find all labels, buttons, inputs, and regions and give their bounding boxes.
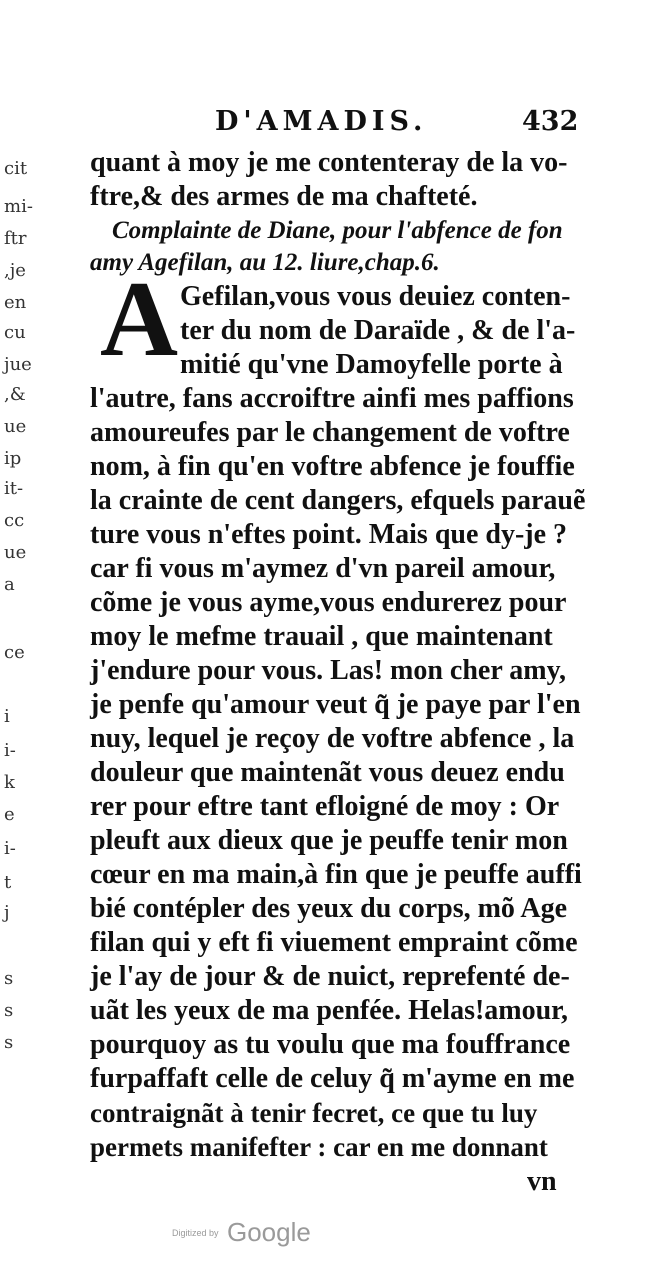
text-line: l'autre, fans accroiftre ainfi mes paffions (90, 383, 574, 414)
margin-fragment: it- (4, 478, 24, 499)
text-line: permets manifefter : car en me donnant (90, 1132, 548, 1162)
margin-fragment: cu (4, 322, 26, 343)
text-line: nuy, lequel je reçoy de voftre abfence , la (90, 723, 575, 754)
margin-fragment: jue (4, 354, 32, 375)
margin-fragment: cit (4, 158, 28, 179)
text-line: pourquoy as tu voulu que ma fouffrance (90, 1029, 571, 1060)
text-line: je l'ay de jour & de nuict, reprefenté de- (90, 961, 570, 992)
text-line: la crainte de cent dangers, efquels parauẽ (90, 485, 586, 516)
margin-fragment: s (4, 968, 14, 989)
text-line: ter du nom de Daraïde , & de l'a- (180, 315, 576, 346)
margin-fragment: t (4, 872, 12, 893)
margin-fragment: i- (4, 838, 16, 859)
drop-cap: A (100, 260, 178, 379)
margin-fragment: cc (4, 510, 25, 531)
text-line: cõme je vous ayme,vous endurerez pour (90, 587, 567, 618)
text-line: uãt les yeux de ma penfée. Helas!amour, (90, 995, 569, 1026)
text-line: mitié qu'vne Damoyfelle porte à (180, 349, 563, 380)
text-line: contraignãt à tenir fecret, ce que tu luy (90, 1098, 538, 1128)
text-line: ture vous n'eftes point. Mais que dy-je ? (90, 519, 568, 550)
margin-fragment: mi- (4, 196, 33, 217)
text-line: cœur en ma main,à fin que je peuffe auffi (90, 859, 582, 890)
watermark-prefix: Digitized by (172, 1227, 219, 1238)
margin-fragment: ,& (4, 384, 26, 405)
page-number: 432 (522, 106, 579, 137)
text-line: douleur que maintenãt vous deuez endu (90, 757, 565, 788)
digitized-watermark (172, 1217, 311, 1248)
text-line: car fi vous m'aymez d'vn pareil amour, (90, 553, 556, 584)
margin-fragment: en (4, 292, 27, 313)
text-line: rer pour eftre tant efloigné de moy : Or (90, 791, 560, 822)
text-line: furpaffaft celle de celuy q̃ m'ayme en me (90, 1063, 575, 1094)
margin-fragment: ue (4, 416, 27, 437)
text-line: filan qui y eft fi viuement empraint cõme (90, 927, 578, 958)
margin-fragment: j (4, 902, 10, 923)
text-line: moy le mefme trauail , que maintenant (90, 621, 553, 652)
margin-fragment: k (4, 772, 15, 793)
text-line: pleuft aux dieux que je peuffe tenir mon (90, 825, 568, 856)
margin-fragment: ce (4, 642, 25, 663)
text-line: j'endure pour vous. Las! mon cher amy, (90, 655, 567, 686)
text-line: bié contépler des yeux du corps, mõ Age (90, 893, 568, 924)
running-head: D'AMADIS. (215, 106, 428, 137)
margin-fragment: e (4, 804, 15, 825)
text-line: ftre,& des armes de ma chafteté. (90, 181, 478, 212)
section-heading: Complainte de Diane, pour l'abfence de fon (112, 217, 563, 244)
margin-fragment: s (4, 1032, 14, 1053)
text-line: Gefilan,vous vous deuiez conten- (180, 281, 571, 312)
text-line: amoureufes par le changement de voftre (90, 417, 570, 448)
text-line: quant à moy je me contenteray de la vo- (90, 147, 568, 178)
section-heading: amy Agefilan, au 12. liure,chap.6. (90, 249, 440, 276)
margin-fragment: i- (4, 740, 16, 761)
google-logo: Google (226, 1217, 311, 1247)
margin-fragment: s (4, 1000, 14, 1021)
margin-fragment: i (4, 706, 10, 727)
margin-fragment: a (4, 574, 15, 595)
margin-fragment: ip (4, 448, 22, 469)
margin-fragment: ue (4, 542, 27, 563)
margin-fragment: ,je (4, 260, 26, 281)
catchword: vn (527, 1166, 557, 1197)
text-line: nom, à fin qu'en voftre abfence je fouffie (90, 451, 575, 482)
text-line: je penfe qu'amour veut q̃ je paye par l'en (90, 689, 581, 720)
margin-fragment: ftr (4, 228, 27, 249)
